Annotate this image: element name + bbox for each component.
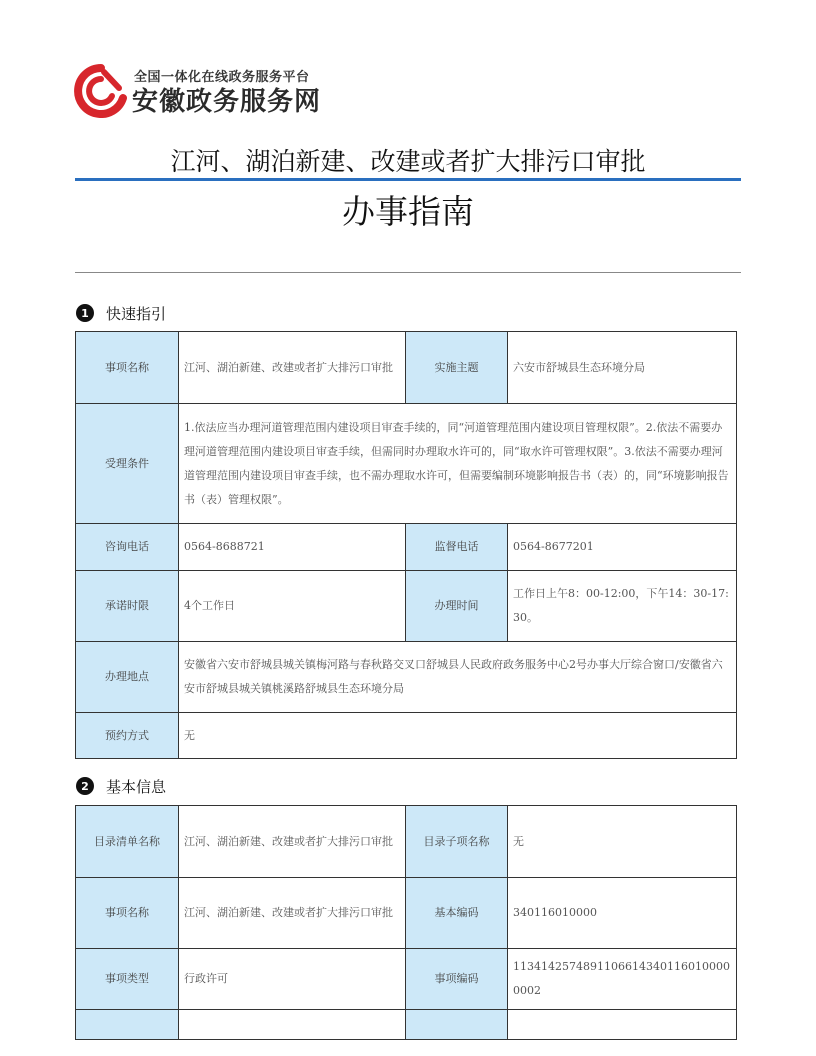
table-row (76, 571, 737, 642)
field-value: 六安市舒城县生态环境分局 (508, 332, 737, 404)
table-row (76, 1010, 737, 1040)
field-value: 江河、湖泊新建、改建或者扩大排污口审批 (179, 806, 406, 878)
field-label: 受理条件 (76, 404, 179, 524)
field-label: 目录子项名称 (406, 806, 508, 878)
section-number-badge: 2 (76, 777, 94, 795)
field-label: 实施主题 (406, 332, 508, 404)
field-value (179, 1010, 406, 1040)
field-label (76, 1010, 179, 1040)
table-row (76, 524, 737, 571)
field-value: 11341425748911066143401160100000002 (508, 949, 737, 1010)
section-title: 基本信息 (106, 777, 167, 796)
field-value: 行政许可 (179, 949, 406, 1010)
ahzwfw-logo-icon (74, 64, 128, 118)
document-subtitle: 办事指南 (342, 192, 474, 231)
field-value: 无 (508, 806, 737, 878)
field-label: 办理时间 (406, 571, 508, 642)
table-row (76, 949, 737, 1010)
table-row (76, 878, 737, 949)
field-value: 工作日上午8：00-12:00，下午14：30-17:30。 (508, 571, 737, 642)
field-label: 事项名称 (76, 878, 179, 949)
field-value: 0564-8688721 (179, 524, 406, 571)
field-label: 咨询电话 (76, 524, 179, 571)
field-label: 承诺时限 (76, 571, 179, 642)
site-logo (74, 64, 364, 120)
table-row (76, 404, 737, 524)
field-value: 安徽省六安市舒城县城关镇梅河路与春秋路交叉口舒城县人民政府政务服务中心2号办事大厅综合窗口/安徽省六安市舒城县城关镇桃溪路舒城县生态环境分局 (179, 642, 737, 713)
field-label: 基本编码 (406, 878, 508, 949)
section-heading-quick-guide (76, 302, 166, 324)
table-row (76, 806, 737, 878)
title-divider (75, 178, 741, 181)
field-label: 事项编码 (406, 949, 508, 1010)
field-value: 江河、湖泊新建、改建或者扩大排污口审批 (179, 332, 406, 404)
field-value: 1.依法应当办理河道管理范围内建设项目审查手续的，同“河道管理范围内建设项目管理权限”。2.依法不需要办理河道管理范围内建设项目审查手续，但需同时办理取水许可的，同“取水许可管理权限”。3.依法不需要办理河道管理范围内建设项目审查手续，也不需办理取水许可，但需要编制环境影响报告书（表）的，同“环境影响报告书（表）管理权限”。 (179, 404, 737, 524)
field-label (406, 1010, 508, 1040)
field-value: 江河、湖泊新建、改建或者扩大排污口审批 (179, 878, 406, 949)
table-row (76, 713, 737, 759)
quick-guide-table (75, 331, 737, 759)
field-value: 340116010000 (508, 878, 737, 949)
document-title: 江河、湖泊新建、改建或者扩大排污口审批 (170, 147, 646, 176)
basic-info-table (75, 805, 737, 1040)
field-value (508, 1010, 737, 1040)
field-value: 4个工作日 (179, 571, 406, 642)
table-row (76, 642, 737, 713)
field-value: 无 (179, 713, 737, 759)
field-label: 预约方式 (76, 713, 179, 759)
field-label: 事项类型 (76, 949, 179, 1010)
logo-title: 安徽政务服务网 (132, 87, 322, 117)
table-row (76, 332, 737, 404)
field-value: 0564-8677201 (508, 524, 737, 571)
field-label: 监督电话 (406, 524, 508, 571)
field-label: 事项名称 (76, 332, 179, 404)
logo-subtitle: 全国一体化在线政务服务平台 (134, 70, 310, 85)
field-label: 办理地点 (76, 642, 179, 713)
header-divider (75, 272, 741, 273)
section-heading-basic-info (76, 775, 166, 797)
section-number-badge: 1 (76, 304, 94, 322)
section-title: 快速指引 (106, 304, 167, 323)
field-label: 目录清单名称 (76, 806, 179, 878)
